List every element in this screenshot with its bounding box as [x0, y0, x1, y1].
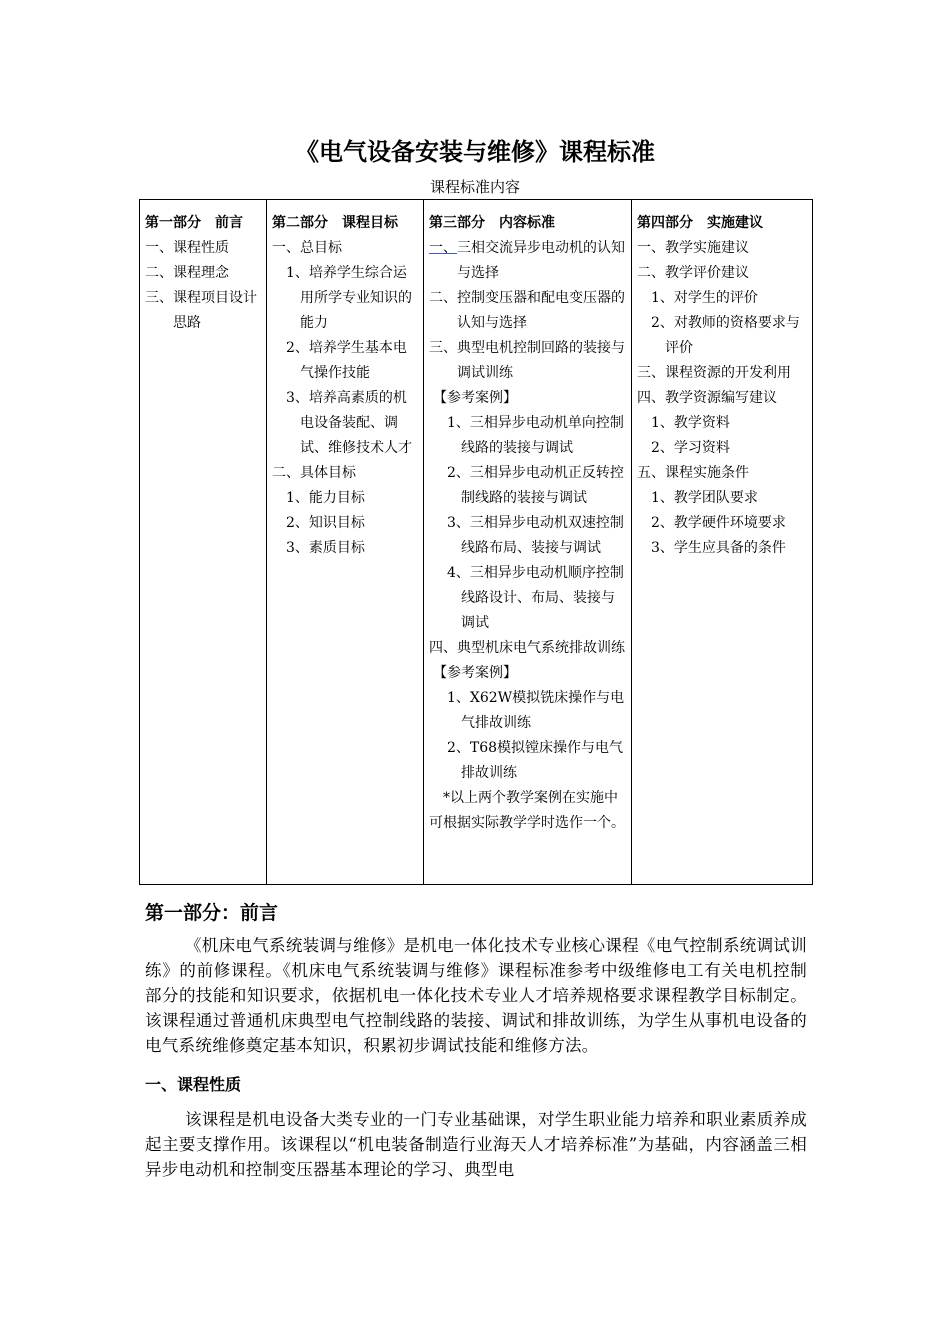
- toc-part4-heading: 第四部分 实施建议: [637, 215, 763, 231]
- toc-item: [429, 236, 627, 286]
- contents-table: [139, 199, 813, 885]
- toc-item: 1、能力目标: [286, 490, 365, 506]
- toc-item: 2、学习资料: [651, 440, 730, 456]
- toc-item: 二、具体目标: [272, 465, 356, 481]
- toc-column-part4: [632, 200, 813, 885]
- toc-item: 一、课程性质: [145, 240, 229, 256]
- toc-item: 2、教学硬件环境要求: [651, 515, 786, 531]
- toc-item: 三、典型电机控制回路的装接与调试训练: [429, 340, 625, 381]
- toc-item: 1、培养学生综合运用所学专业知识的能力: [286, 265, 412, 331]
- toc-part1-heading: 第一部分 前言: [145, 215, 243, 231]
- toc-item: 二、教学评价建议: [637, 265, 749, 281]
- toc-item: 三、课程资源的开发利用: [637, 365, 791, 381]
- toc-item: 1、教学资料: [651, 415, 730, 431]
- toc-item: 3、素质目标: [286, 540, 365, 556]
- toc-item: 1、三相异步电动机单向控制线路的装接与调试: [447, 415, 624, 456]
- toc-item: 二、控制变压器和配电变压器的认知与选择: [429, 290, 625, 331]
- toc-item: 五、课程实施条件: [637, 465, 749, 481]
- toc-item-prefix: 一、: [429, 240, 457, 256]
- toc-case-label: 【参考案例】: [433, 390, 517, 406]
- toc-column-part3: [424, 200, 632, 885]
- toc-item: 1、对学生的评价: [651, 290, 758, 306]
- toc-item: 四、典型机床电气系统排故训练: [429, 640, 625, 656]
- toc-item: 3、培养高素质的机电设备装配、调试、维修技术人才: [286, 390, 412, 456]
- toc-item: 二、课程理念: [145, 265, 229, 281]
- toc-case-label: 【参考案例】: [433, 665, 517, 681]
- body-content: [145, 898, 807, 1182]
- toc-part3-heading: 第三部分 内容标准: [429, 215, 555, 231]
- toc-item: 3、学生应具备的条件: [651, 540, 786, 556]
- toc-column-part1: [140, 200, 267, 885]
- toc-item: 2、T68模拟镗床操作与电气排故训练: [447, 740, 624, 781]
- preface-paragraph: 《机床电气系统装调与维修》是机电一体化技术专业核心课程《电气控制系统调试训练》的前修课程。《机床电气系统装调与维修》课程标准参考中级维修电工有关电机控制部分的技能和知识要求，依据机电一体化技术专业人才培养规格要求课程教学目标制定。该课程通过普通机床典型电气控制线路的装接、调试和排故训练，为学生从事机电设备的电气系统维修奠定基本知识，积累初步调试技能和维修方法。: [145, 936, 807, 1055]
- table-caption: 课程标准内容: [429, 178, 520, 196]
- toc-note: *以上两个教学案例在实施中可根据实际教学学时选作一个。: [429, 790, 625, 831]
- toc-item: 2、对教师的资格要求与评价: [651, 315, 800, 356]
- section-heading-course-nature: 一、课程性质: [145, 1075, 242, 1094]
- course-nature-paragraph: 该课程是机电设备大类专业的一门专业基础课，对学生职业能力培养和职业素质养成起主要支撑作用。该课程以“机电装备制造行业海天人才培养标准”为基础，内容涵盖三相异步电动机和控制变压器基本理论的学习、典型电: [145, 1110, 807, 1179]
- toc-part2-heading: 第二部分 课程目标: [272, 215, 398, 231]
- toc-item: 3、三相异步电动机双速控制线路布局、装接与调试: [447, 515, 624, 556]
- toc-item: 一、总目标: [272, 240, 342, 256]
- toc-item: 4、三相异步电动机顺序控制线路设计、布局、装接与调试: [447, 565, 624, 631]
- toc-item: 三、课程项目设计思路: [145, 290, 257, 331]
- toc-item-text: 三相交流异步电动机的认知与选择: [457, 240, 625, 281]
- toc-item: 一、教学实施建议: [637, 240, 749, 256]
- toc-column-part2: [267, 200, 424, 885]
- document-title: 《电气设备安装与维修》课程标准: [295, 138, 655, 166]
- toc-item: 2、培养学生基本电气操作技能: [286, 340, 407, 381]
- toc-item: 1、教学团队要求: [651, 490, 758, 506]
- toc-item: 1、X62W模拟铣床操作与电气排故训练: [447, 690, 625, 731]
- toc-item: 2、三相异步电动机正反转控制线路的装接与调试: [447, 465, 624, 506]
- toc-item: 2、知识目标: [286, 515, 365, 531]
- section-heading-preface: 第一部分：前言: [145, 902, 279, 924]
- toc-item: 四、教学资源编写建议: [637, 390, 777, 406]
